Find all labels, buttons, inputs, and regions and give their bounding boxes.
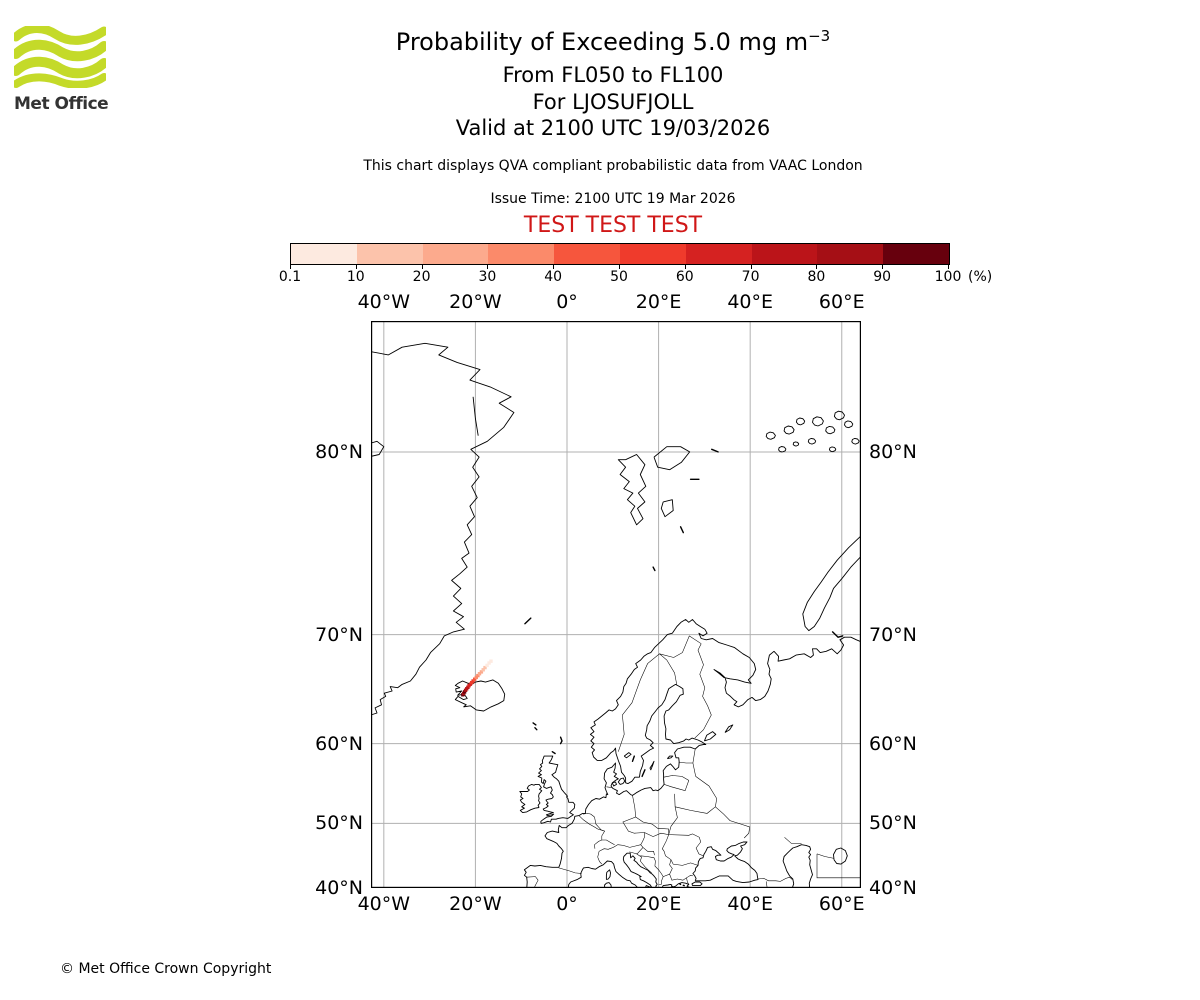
country-border-path bbox=[675, 807, 715, 814]
country-border-path bbox=[669, 794, 678, 835]
title-superscript: −3 bbox=[808, 27, 831, 45]
coastline-path bbox=[692, 882, 702, 886]
colorbar-tick-label: 30 bbox=[478, 269, 497, 285]
lon-tick-label-bottom: 20°E bbox=[635, 893, 682, 915]
colorbar-tick-label: 50 bbox=[610, 269, 628, 285]
coastline-path bbox=[693, 842, 758, 883]
coastline-path bbox=[538, 756, 575, 823]
island-path bbox=[642, 770, 645, 777]
lon-tick-label-top: 40°W bbox=[357, 291, 411, 313]
island-path bbox=[779, 447, 786, 453]
coastline-path bbox=[624, 753, 631, 758]
country-border-path bbox=[695, 644, 712, 738]
country-border-path bbox=[817, 854, 834, 859]
lat-tick-label-right: 70°N bbox=[869, 623, 917, 646]
issue-time-text: Issue Time: 2100 UTC 19 Mar 2026 bbox=[490, 191, 736, 207]
map-frame bbox=[372, 322, 861, 888]
colorbar-segment bbox=[488, 244, 554, 264]
country-border-path bbox=[664, 780, 689, 790]
country-border-path bbox=[559, 868, 582, 874]
island-path bbox=[784, 426, 794, 434]
country-border-path bbox=[662, 835, 671, 860]
country-border-path bbox=[693, 749, 696, 776]
colorbar-tick-label: 60 bbox=[675, 269, 694, 285]
lat-tick-label-left: 80°N bbox=[315, 440, 363, 463]
island-path bbox=[533, 723, 536, 725]
country-border-path bbox=[623, 817, 645, 833]
country-border-path bbox=[595, 817, 605, 840]
lon-tick-label-top: 20°E bbox=[635, 291, 682, 313]
country-border-path bbox=[640, 856, 663, 885]
lon-tick-label-bottom: 40°E bbox=[727, 893, 774, 915]
country-border-path bbox=[758, 877, 793, 881]
island-path bbox=[796, 418, 804, 425]
country-border-path bbox=[526, 877, 538, 888]
colorbar-segment bbox=[817, 244, 883, 264]
lat-tick-label-right: 60°N bbox=[869, 732, 917, 755]
island-path bbox=[766, 432, 775, 439]
island-path bbox=[680, 884, 681, 885]
ash-plume-cell bbox=[489, 660, 492, 663]
colorbar-segment bbox=[554, 244, 620, 264]
colorbar-tick-label: 10 bbox=[346, 269, 365, 285]
country-border-path bbox=[663, 860, 672, 877]
lon-tick-label-bottom: 40°W bbox=[357, 893, 411, 915]
coastline-path bbox=[606, 870, 610, 880]
island-path bbox=[813, 417, 824, 426]
lat-tick-label-right: 50°N bbox=[869, 812, 917, 835]
island-path bbox=[826, 426, 835, 433]
coastline-path bbox=[704, 732, 715, 741]
country-border-path bbox=[669, 834, 703, 856]
coastline-path bbox=[783, 845, 812, 888]
lon-tick-label-top: 60°E bbox=[818, 291, 865, 313]
lon-tick-label-top: 0° bbox=[556, 291, 578, 313]
title-main: Probability of Exceeding 5.0 mg m bbox=[395, 28, 809, 56]
country-border-path bbox=[598, 857, 602, 864]
island-path bbox=[834, 411, 844, 420]
colorbar-segment bbox=[883, 244, 949, 264]
coastline-path bbox=[667, 756, 673, 759]
colorbar-tick-label: 100 bbox=[934, 269, 962, 285]
island-path bbox=[681, 527, 684, 533]
map-plot bbox=[371, 321, 861, 888]
lon-tick-label-top: 40°E bbox=[727, 291, 774, 313]
island-path bbox=[845, 421, 853, 428]
lat-tick-label-right: 40°N bbox=[869, 877, 917, 899]
subtitle-valid-time: Valid at 2100 UTC 19/03/2026 bbox=[455, 116, 771, 140]
coastline-path bbox=[623, 853, 657, 888]
map-layers bbox=[371, 321, 861, 888]
island-path bbox=[808, 438, 815, 444]
colorbar-tick-label: 90 bbox=[873, 269, 892, 285]
lat-tick-label-left: 50°N bbox=[315, 812, 363, 835]
country-border-path bbox=[618, 636, 701, 752]
island-path bbox=[852, 438, 859, 444]
coastline-path bbox=[654, 447, 690, 470]
country-border-path bbox=[670, 874, 693, 880]
lon-tick-label-top: 20°W bbox=[449, 291, 502, 313]
coastline-path bbox=[371, 441, 384, 457]
colorbar-tick-label: 0.1 bbox=[278, 269, 302, 285]
country-border-path bbox=[595, 840, 615, 849]
island-path bbox=[633, 756, 635, 761]
coastline-path bbox=[618, 778, 624, 784]
colorbar-tick-label: 70 bbox=[741, 269, 760, 285]
island-path bbox=[653, 567, 655, 570]
country-border-path bbox=[785, 837, 802, 843]
country-border-path bbox=[630, 845, 655, 856]
colorbar-segment bbox=[423, 244, 489, 264]
country-border-path bbox=[629, 847, 643, 854]
colorbar-tick-label: 40 bbox=[544, 269, 563, 285]
country-border-path bbox=[715, 807, 749, 838]
island-path bbox=[525, 618, 531, 624]
coastline-path bbox=[612, 782, 616, 786]
country-border-path bbox=[679, 762, 693, 763]
colorbar-segment bbox=[620, 244, 686, 264]
country-border-path bbox=[636, 817, 669, 835]
colorbar-tick-label: 80 bbox=[807, 269, 826, 285]
colorbar-segment bbox=[357, 244, 423, 264]
coastline-path bbox=[661, 500, 673, 517]
country-border-path bbox=[664, 776, 689, 781]
country-border-path bbox=[696, 776, 717, 806]
colorbar-unit-label: (%) bbox=[968, 269, 993, 285]
country-border-path bbox=[671, 860, 698, 866]
coastline-path bbox=[618, 455, 646, 525]
lon-tick-label-bottom: 60°E bbox=[818, 893, 865, 915]
logo-text: Met Office bbox=[14, 94, 109, 114]
country-border-path bbox=[633, 795, 636, 817]
lat-tick-label-left: 40°N bbox=[315, 877, 363, 899]
subtitle-volcano: For LJOSUFJOLL bbox=[532, 90, 694, 114]
island-path bbox=[829, 447, 835, 452]
lon-tick-label-bottom: 0° bbox=[556, 893, 578, 915]
colorbar-tick-label: 20 bbox=[412, 269, 431, 285]
colorbar-segment bbox=[686, 244, 752, 264]
test-banner: TEST TEST TEST bbox=[523, 213, 703, 238]
coastline-path bbox=[650, 761, 654, 770]
coastline-path bbox=[520, 784, 542, 812]
subtitle-flight-levels: From FL050 to FL100 bbox=[502, 63, 724, 87]
copyright-text: © Met Office Crown Copyright bbox=[60, 961, 272, 977]
lat-tick-label-right: 80°N bbox=[869, 440, 917, 463]
island-path bbox=[793, 442, 799, 446]
colorbar-segment bbox=[752, 244, 818, 264]
coastline-path bbox=[568, 861, 638, 888]
island-path bbox=[535, 728, 537, 730]
probability-colorbar bbox=[290, 243, 950, 265]
country-border-path bbox=[644, 833, 668, 837]
country-border-path bbox=[817, 854, 861, 878]
coastline-path bbox=[803, 535, 861, 631]
country-border-path bbox=[766, 881, 767, 887]
qva-info-text: This chart displays QVA compliant probabilistic data from VAAC London bbox=[363, 158, 863, 174]
country-border-path bbox=[583, 813, 595, 817]
island-path bbox=[561, 737, 562, 743]
lon-tick-label-bottom: 20°W bbox=[449, 893, 502, 915]
lat-tick-label-left: 70°N bbox=[315, 623, 363, 646]
country-border-path bbox=[641, 833, 645, 845]
coastline-path bbox=[834, 848, 848, 864]
island-path bbox=[552, 752, 555, 754]
country-border-path bbox=[660, 654, 677, 686]
coastline-path bbox=[725, 725, 733, 733]
page-title bbox=[13, 27, 1200, 56]
lat-tick-label-left: 60°N bbox=[315, 732, 363, 755]
colorbar-segment bbox=[291, 244, 357, 264]
